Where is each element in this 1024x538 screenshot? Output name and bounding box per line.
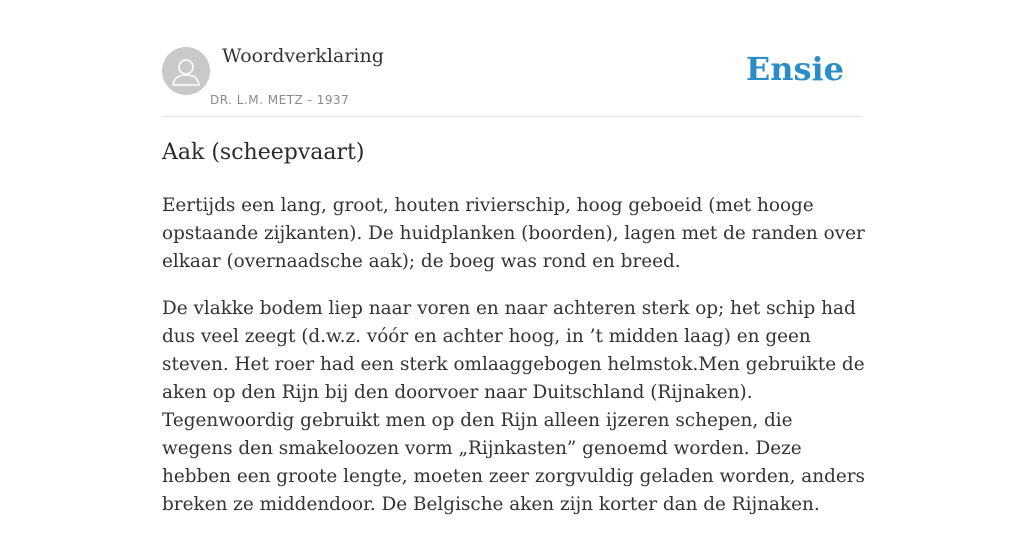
article-paragraph: De vlakke bodem liep naar voren en naar achteren sterk op; het schip had dus veel zeegt (d.w.z. vóór en achter hoog, in ’t midden laag) en geen steven. Het roer had een sterk omlaaggebogen helmstok.Men gebruikte de aken op den Rijn bij den doorvoer naar Duitschland (Rijnaken). Tegenwoordig gebruikt men op den Rijn alleen ijzeren schepen, die wegens den smakeloozen vorm „Rijnkasten” genoemd worden. Deze hebben een groote lengte, moeten zeer zorgvuldig geladen worden, anders breken ze middendoor. De Belgische aken zijn korter dan de Rijnaken. bbox=[162, 298, 865, 515]
page-header bbox=[162, 0, 862, 117]
author-byline[interactable]: DR. L.M. METZ - 1937 bbox=[210, 93, 350, 107]
user-icon bbox=[162, 47, 210, 95]
brand-logo[interactable]: Ensie bbox=[745, 50, 844, 88]
source-title[interactable]: Woordverklaring bbox=[222, 45, 384, 67]
page-title: Aak (scheepvaart) bbox=[162, 140, 365, 165]
article-body bbox=[162, 192, 866, 538]
article-paragraph: Eertijds een lang, groot, houten rivierschip, hoog geboeid (met hooge opstaande zijkanten). De huidplanken (boorden), lagen met de randen over elkaar (overnaadsche aak); de boeg was rond en breed. bbox=[162, 195, 865, 272]
avatar[interactable] bbox=[162, 47, 210, 95]
